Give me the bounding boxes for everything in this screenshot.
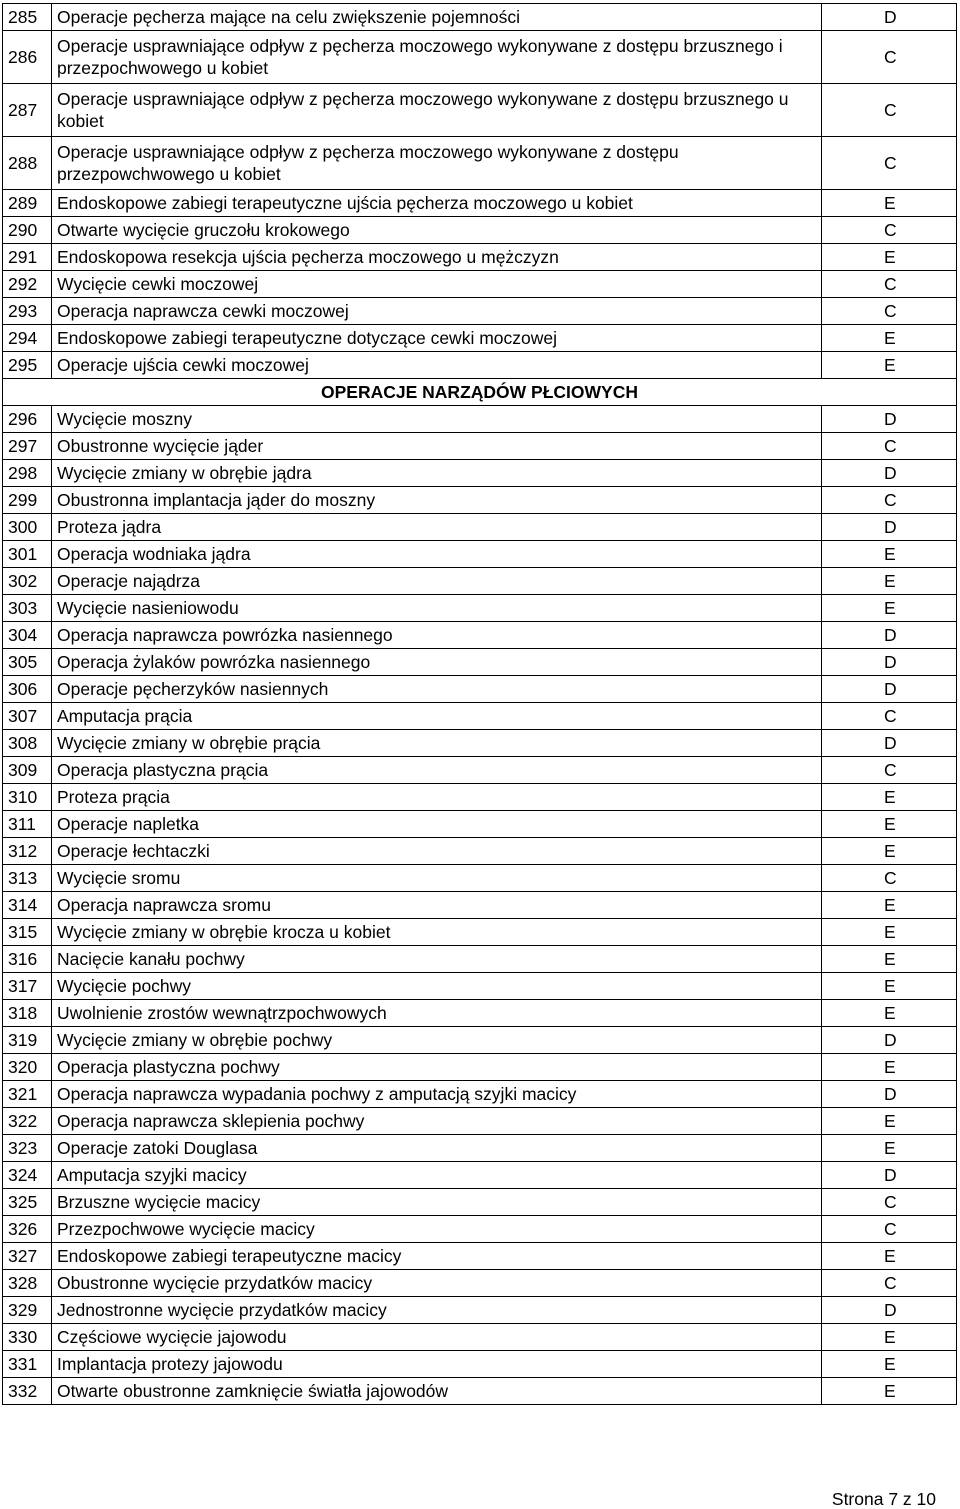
- procedure-name: Proteza jądra: [52, 514, 822, 541]
- procedure-table-body: [3, 4, 957, 1405]
- procedure-name: Otwarte wycięcie gruczołu krokowego: [52, 217, 822, 244]
- procedure-number: 286: [3, 31, 52, 84]
- table-row: [3, 865, 957, 892]
- procedure-category: C: [822, 865, 957, 892]
- procedure-category: E: [822, 352, 957, 379]
- procedure-name: Operacje łechtaczki: [52, 838, 822, 865]
- procedure-category: D: [822, 460, 957, 487]
- procedure-number: 306: [3, 676, 52, 703]
- procedure-name: Wycięcie zmiany w obrębie prącia: [52, 730, 822, 757]
- procedure-number: 311: [3, 811, 52, 838]
- procedure-category: D: [822, 622, 957, 649]
- table-row: [3, 784, 957, 811]
- table-row: [3, 919, 957, 946]
- procedure-category: C: [822, 84, 957, 137]
- procedure-name: Operacja żylaków powrózka nasiennego: [52, 649, 822, 676]
- table-row: [3, 1270, 957, 1297]
- procedure-name: Operacja naprawcza sromu: [52, 892, 822, 919]
- procedure-number: 324: [3, 1162, 52, 1189]
- table-row: [3, 892, 957, 919]
- procedure-category: E: [822, 1135, 957, 1162]
- table-row: [3, 946, 957, 973]
- procedure-category: C: [822, 433, 957, 460]
- procedure-number: 305: [3, 649, 52, 676]
- procedure-name: Operacje zatoki Douglasa: [52, 1135, 822, 1162]
- table-row: [3, 352, 957, 379]
- procedure-number: 330: [3, 1324, 52, 1351]
- table-row: [3, 31, 957, 84]
- section-heading-row: [3, 379, 957, 406]
- procedure-category: E: [822, 325, 957, 352]
- procedure-category: E: [822, 568, 957, 595]
- procedure-name: Operacje usprawniające odpływ z pęcherza moczowego wykonywane z dostępu brzusznego u kobiet: [52, 84, 822, 137]
- procedure-number: 303: [3, 595, 52, 622]
- procedure-name: Operacja wodniaka jądra: [52, 541, 822, 568]
- procedure-category: D: [822, 730, 957, 757]
- procedure-category: C: [822, 271, 957, 298]
- procedure-category: D: [822, 1027, 957, 1054]
- procedure-category: D: [822, 1081, 957, 1108]
- table-row: [3, 1297, 957, 1324]
- table-row: [3, 271, 957, 298]
- table-row: [3, 730, 957, 757]
- table-row: [3, 1351, 957, 1378]
- procedure-name: Wycięcie nasieniowodu: [52, 595, 822, 622]
- table-row: [3, 325, 957, 352]
- procedure-number: 300: [3, 514, 52, 541]
- procedure-number: 328: [3, 1270, 52, 1297]
- procedure-category: E: [822, 784, 957, 811]
- table-row: [3, 1324, 957, 1351]
- table-row: [3, 137, 957, 190]
- table-row: [3, 757, 957, 784]
- procedure-category: D: [822, 1297, 957, 1324]
- table-row: [3, 1135, 957, 1162]
- procedure-name: Wycięcie moszny: [52, 406, 822, 433]
- procedure-number: 296: [3, 406, 52, 433]
- table-row: [3, 4, 957, 31]
- table-row: [3, 1162, 957, 1189]
- procedure-number: 320: [3, 1054, 52, 1081]
- procedure-number: 307: [3, 703, 52, 730]
- procedure-category: E: [822, 1378, 957, 1405]
- procedure-category: C: [822, 487, 957, 514]
- procedure-number: 290: [3, 217, 52, 244]
- procedure-number: 298: [3, 460, 52, 487]
- procedure-category: D: [822, 649, 957, 676]
- procedure-name: Operacja naprawcza sklepienia pochwy: [52, 1108, 822, 1135]
- procedure-category: E: [822, 1000, 957, 1027]
- procedure-number: 315: [3, 919, 52, 946]
- procedure-number: 318: [3, 1000, 52, 1027]
- procedure-number: 313: [3, 865, 52, 892]
- procedure-name: Wycięcie cewki moczowej: [52, 271, 822, 298]
- procedure-category: C: [822, 137, 957, 190]
- table-row: [3, 622, 957, 649]
- procedure-number: 294: [3, 325, 52, 352]
- procedure-name: Proteza prącia: [52, 784, 822, 811]
- procedure-category: E: [822, 919, 957, 946]
- procedure-name: Wycięcie sromu: [52, 865, 822, 892]
- procedure-number: 310: [3, 784, 52, 811]
- table-row: [3, 1243, 957, 1270]
- section-heading: OPERACJE NARZĄDÓW PŁCIOWYCH: [3, 379, 957, 406]
- table-row: [3, 406, 957, 433]
- procedure-category: C: [822, 1216, 957, 1243]
- procedure-number: 297: [3, 433, 52, 460]
- procedure-name: Operacje usprawniające odpływ z pęcherza moczowego wykonywane z dostępu brzusznego i przezpochwowego u kobiet: [52, 31, 822, 84]
- procedure-name: Endoskopowe zabiegi terapeutyczne macicy: [52, 1243, 822, 1270]
- procedure-category: E: [822, 541, 957, 568]
- table-row: [3, 568, 957, 595]
- table-row: [3, 514, 957, 541]
- table-row: [3, 244, 957, 271]
- procedure-name: Operacje pęcherza mające na celu zwiększenie pojemności: [52, 4, 822, 31]
- procedure-category: E: [822, 838, 957, 865]
- procedure-number: 288: [3, 137, 52, 190]
- table-row: [3, 84, 957, 137]
- procedure-category: D: [822, 514, 957, 541]
- procedure-category: D: [822, 1162, 957, 1189]
- procedure-number: 317: [3, 973, 52, 1000]
- table-row: [3, 838, 957, 865]
- procedure-number: 314: [3, 892, 52, 919]
- procedure-number: 312: [3, 838, 52, 865]
- procedure-name: Uwolnienie zrostów wewnątrzpochwowych: [52, 1000, 822, 1027]
- table-row: [3, 1108, 957, 1135]
- table-row: [3, 1378, 957, 1405]
- table-row: [3, 1081, 957, 1108]
- table-row: [3, 1189, 957, 1216]
- procedure-name: Wycięcie pochwy: [52, 973, 822, 1000]
- table-row: [3, 460, 957, 487]
- table-row: [3, 190, 957, 217]
- procedure-name: Endoskopowe zabiegi terapeutyczne dotyczące cewki moczowej: [52, 325, 822, 352]
- procedure-category: E: [822, 973, 957, 1000]
- procedure-category: C: [822, 31, 957, 84]
- procedure-number: 304: [3, 622, 52, 649]
- procedure-number: 309: [3, 757, 52, 784]
- procedure-category: E: [822, 811, 957, 838]
- procedure-category: E: [822, 244, 957, 271]
- procedure-number: 292: [3, 271, 52, 298]
- procedure-number: 293: [3, 298, 52, 325]
- table-row: [3, 703, 957, 730]
- procedure-number: 301: [3, 541, 52, 568]
- procedure-number: 321: [3, 1081, 52, 1108]
- procedure-name: Operacje napletka: [52, 811, 822, 838]
- table-row: [3, 595, 957, 622]
- procedure-number: 327: [3, 1243, 52, 1270]
- procedure-name: Operacje ujścia cewki moczowej: [52, 352, 822, 379]
- table-row: [3, 1027, 957, 1054]
- procedure-name: Operacje pęcherzyków nasiennych: [52, 676, 822, 703]
- table-row: [3, 973, 957, 1000]
- procedure-category: D: [822, 406, 957, 433]
- procedure-number: 331: [3, 1351, 52, 1378]
- procedure-name: Otwarte obustronne zamknięcie światła jajowodów: [52, 1378, 822, 1405]
- procedure-name: Operacja naprawcza cewki moczowej: [52, 298, 822, 325]
- procedure-number: 326: [3, 1216, 52, 1243]
- procedure-category: C: [822, 298, 957, 325]
- procedure-number: 287: [3, 84, 52, 137]
- procedure-name: Operacje usprawniające odpływ z pęcherza moczowego wykonywane z dostępu przezpowchwowego u kobiet: [52, 137, 822, 190]
- procedure-name: Operacja plastyczna pochwy: [52, 1054, 822, 1081]
- procedure-name: Operacja naprawcza wypadania pochwy z amputacją szyjki macicy: [52, 1081, 822, 1108]
- procedure-category: E: [822, 1324, 957, 1351]
- procedure-category: C: [822, 1270, 957, 1297]
- procedure-number: 289: [3, 190, 52, 217]
- table-row: [3, 217, 957, 244]
- procedure-number: 332: [3, 1378, 52, 1405]
- procedure-category: C: [822, 757, 957, 784]
- procedure-category: D: [822, 4, 957, 31]
- table-row: [3, 649, 957, 676]
- procedure-name: Brzuszne wycięcie macicy: [52, 1189, 822, 1216]
- procedure-number: 329: [3, 1297, 52, 1324]
- procedure-number: 316: [3, 946, 52, 973]
- procedure-name: Obustronne wycięcie jąder: [52, 433, 822, 460]
- procedure-category: E: [822, 190, 957, 217]
- procedure-number: 291: [3, 244, 52, 271]
- procedure-name: Endoskopowe zabiegi terapeutyczne ujścia pęcherza moczowego u kobiet: [52, 190, 822, 217]
- procedure-name: Obustronne wycięcie przydatków macicy: [52, 1270, 822, 1297]
- procedure-name: Jednostronne wycięcie przydatków macicy: [52, 1297, 822, 1324]
- procedure-number: 295: [3, 352, 52, 379]
- procedure-number: 285: [3, 4, 52, 31]
- procedure-category: E: [822, 1108, 957, 1135]
- table-row: [3, 811, 957, 838]
- procedure-table: [2, 3, 957, 1405]
- procedure-category: C: [822, 1189, 957, 1216]
- procedure-name: Amputacja prącia: [52, 703, 822, 730]
- procedure-number: 308: [3, 730, 52, 757]
- table-row: [3, 676, 957, 703]
- procedure-name: Operacja naprawcza powrózka nasiennego: [52, 622, 822, 649]
- table-row: [3, 541, 957, 568]
- procedure-name: Obustronna implantacja jąder do moszny: [52, 487, 822, 514]
- table-row: [3, 1000, 957, 1027]
- page-number: Strona 7 z 10: [831, 1489, 936, 1509]
- table-row: [3, 298, 957, 325]
- procedure-name: Implantacja protezy jajowodu: [52, 1351, 822, 1378]
- procedure-name: Wycięcie zmiany w obrębie jądra: [52, 460, 822, 487]
- procedure-name: Częściowe wycięcie jajowodu: [52, 1324, 822, 1351]
- procedure-name: Nacięcie kanału pochwy: [52, 946, 822, 973]
- procedure-category: C: [822, 217, 957, 244]
- table-row: [3, 1054, 957, 1081]
- table-row: [3, 1216, 957, 1243]
- procedure-name: Operacja plastyczna prącia: [52, 757, 822, 784]
- table-row: [3, 433, 957, 460]
- procedure-number: 323: [3, 1135, 52, 1162]
- procedure-category: D: [822, 676, 957, 703]
- procedure-category: E: [822, 1243, 957, 1270]
- procedure-number: 319: [3, 1027, 52, 1054]
- procedure-category: E: [822, 1054, 957, 1081]
- procedure-category: E: [822, 1351, 957, 1378]
- procedure-category: E: [822, 946, 957, 973]
- table-row: [3, 487, 957, 514]
- procedure-number: 322: [3, 1108, 52, 1135]
- procedure-category: C: [822, 703, 957, 730]
- procedure-number: 302: [3, 568, 52, 595]
- procedure-name: Przezpochwowe wycięcie macicy: [52, 1216, 822, 1243]
- procedure-name: Amputacja szyjki macicy: [52, 1162, 822, 1189]
- procedure-number: 299: [3, 487, 52, 514]
- procedure-category: E: [822, 595, 957, 622]
- procedure-name: Operacje najądrza: [52, 568, 822, 595]
- procedure-name: Wycięcie zmiany w obrębie krocza u kobiet: [52, 919, 822, 946]
- procedure-name: Wycięcie zmiany w obrębie pochwy: [52, 1027, 822, 1054]
- procedure-category: E: [822, 892, 957, 919]
- procedure-name: Endoskopowa resekcja ujścia pęcherza moczowego u mężczyzn: [52, 244, 822, 271]
- procedure-number: 325: [3, 1189, 52, 1216]
